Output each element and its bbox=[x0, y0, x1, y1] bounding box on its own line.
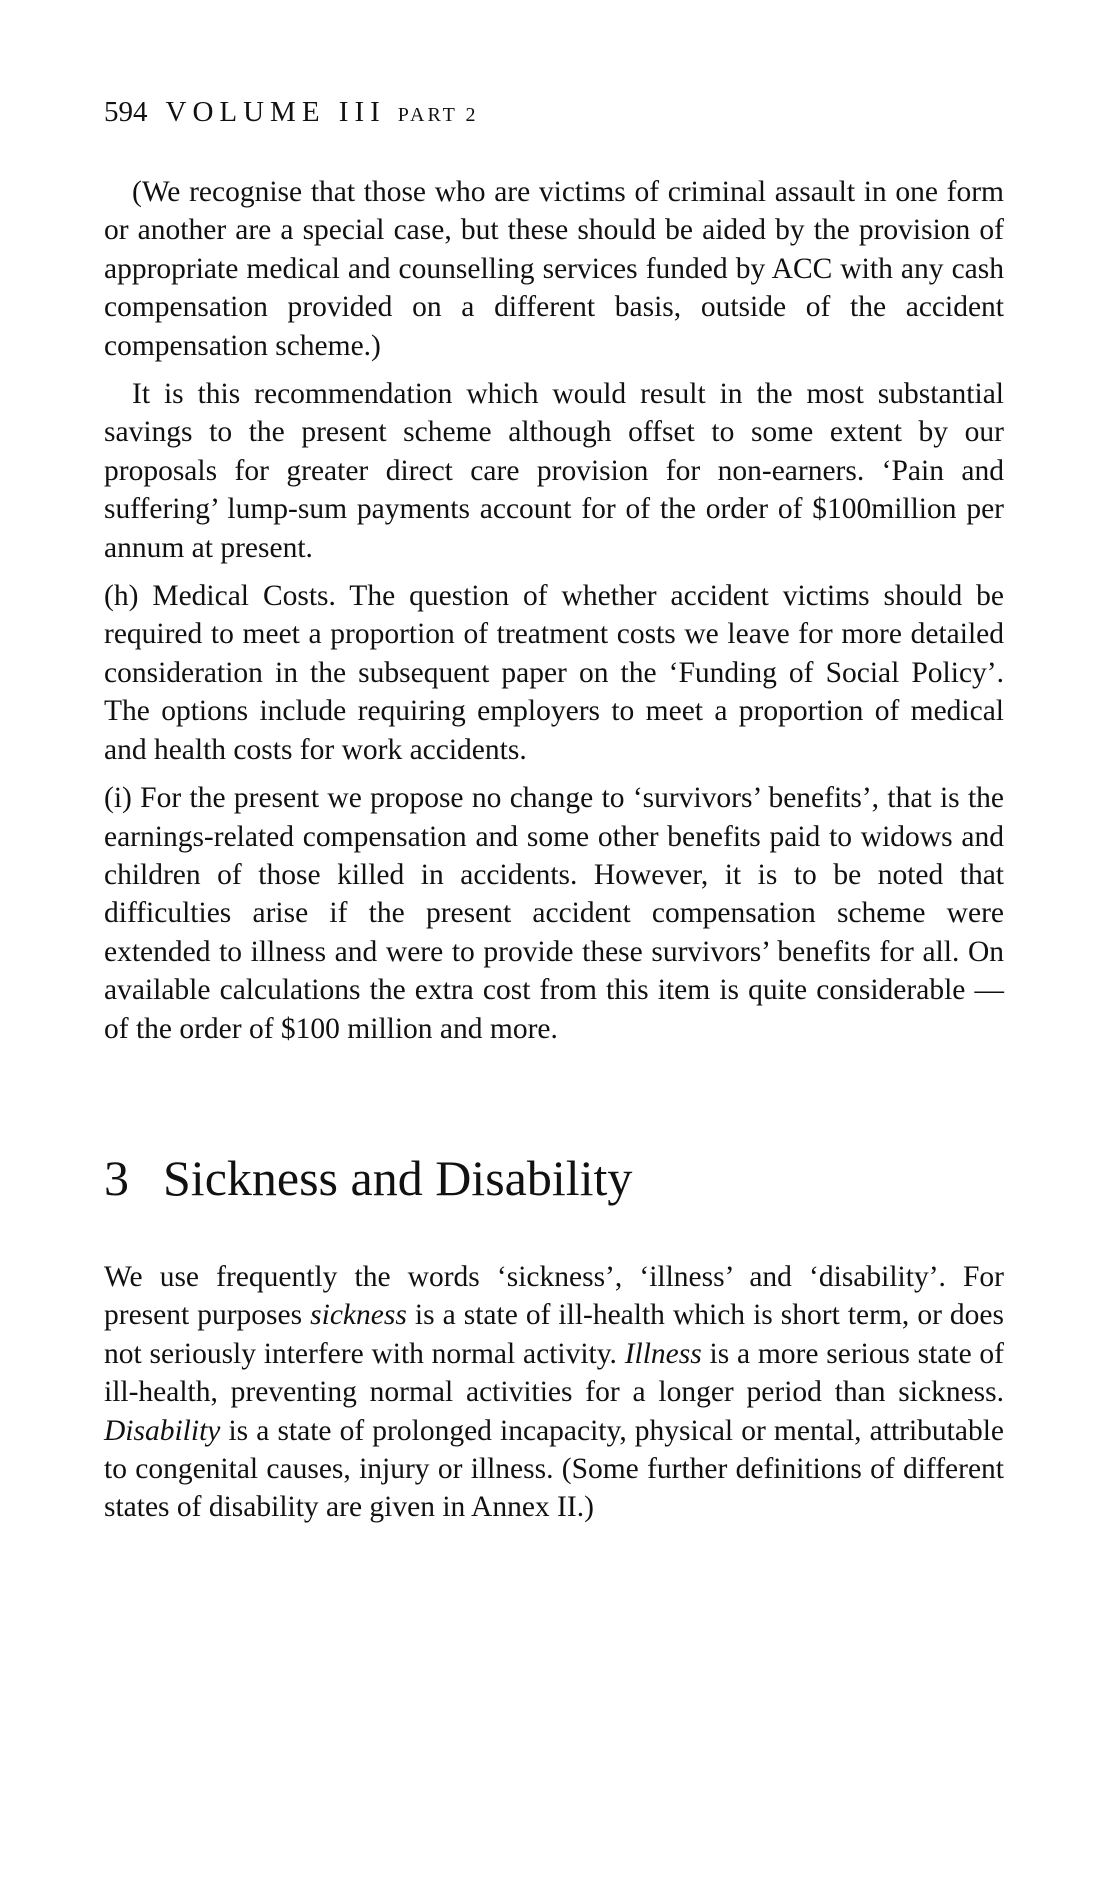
part-label: PART 2 bbox=[397, 104, 479, 126]
page-number: 594 bbox=[104, 96, 148, 128]
term-illness: Illness bbox=[624, 1337, 702, 1370]
book-page bbox=[104, 92, 1004, 1537]
paragraph-criminal-assault: (We recognise that those who are victims of criminal assault in one form or another are a special case, but these should be aided by the provision of appropriate medical and counselling services funded by ACC with any cash compensation provided on a different basis, outside of the accident compensation scheme.) bbox=[104, 176, 1004, 362]
paragraph-survivors-benefits: (i) For the present we propose no change to ‘survivors’ benefits’, that is the earnings-related compensation and some other benefits paid to widows and children of those killed in accidents. However, it is to be noted that difficulties arise if the present accident compensation scheme were extended to illness and were to provide these survivors’ benefits for all. On available calculations the extra cost from this item is quite considerable — of the order of $100 million and more. bbox=[104, 782, 1004, 1045]
term-disability: Disability bbox=[104, 1414, 221, 1447]
definition-disability: is a state of prolonged incapacity, physical or mental, attributable to congenital causes, injury or illness. (Some further definitions of different states of disability are given in Annex II.) bbox=[104, 1414, 1004, 1524]
term-sickness: sickness bbox=[310, 1299, 407, 1332]
paragraph-savings: It is this recommendation which would result in the most substantial savings to the present scheme although offset to some extent by our proposals for greater direct care provision for non-earners. ‘Pain and suffering’ lump-sum payments account for of the order of $100million per annum at present. bbox=[104, 378, 1004, 564]
definitions-intro: We use frequently the words ‘sickness’, ‘illness’ and ‘disability’. For present purposes bbox=[104, 1260, 1004, 1332]
section-number: 3 bbox=[104, 1149, 129, 1206]
paragraph-medical-costs: (h) Medical Costs. The question of whether accident victims should be required to meet a proportion of treatment costs we leave for more detailed consideration in the subsequent paper on the ‘Funding of Social Policy’. The options include requiring employers to meet a proportion of medical and health costs for work accidents. bbox=[104, 580, 1004, 766]
section-title: Sickness and Disability bbox=[163, 1149, 633, 1206]
definition-illness: is a more serious state of ill-health, preventing normal activities for a longer period than sickness. bbox=[104, 1337, 1005, 1409]
section-heading bbox=[104, 1148, 1004, 1208]
volume-label: VOLUME III bbox=[165, 96, 386, 128]
paragraph-definitions bbox=[104, 1258, 1004, 1527]
running-head bbox=[104, 92, 1004, 135]
definition-sickness: is a state of ill-health which is short term, or does not seriously interfere with normal activity. bbox=[104, 1299, 1005, 1370]
